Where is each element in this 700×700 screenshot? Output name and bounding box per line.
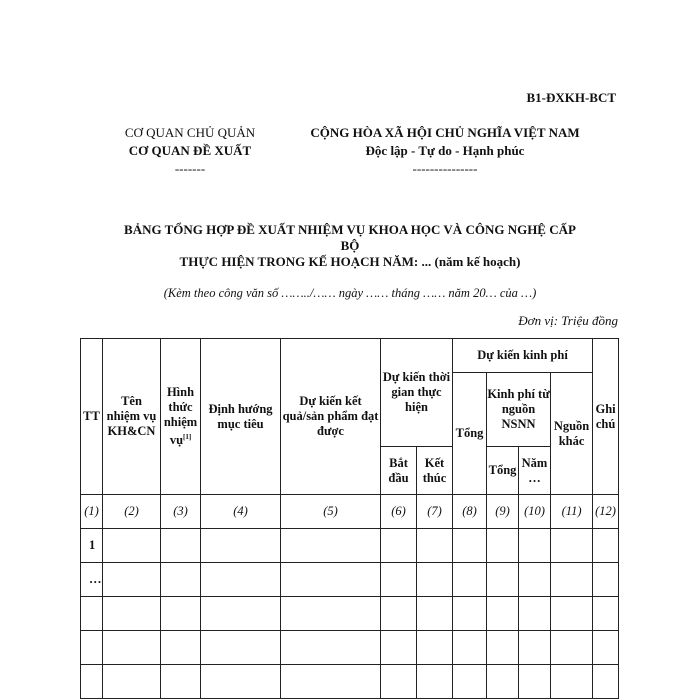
agency-separator: ------- [174,161,206,176]
national-motto: Độc lập - Tự do - Hạnh phúc [365,143,525,158]
header-state-total: Tổng [487,447,519,495]
column-number: (4) [201,495,281,529]
table-cell [381,665,417,699]
title-line-2: BỘ [340,238,360,253]
document-title [80,222,620,270]
header-budget-total: Tổng [453,373,487,495]
parent-agency: CƠ QUAN CHỦ QUẢN [124,125,256,140]
column-number: (6) [381,495,417,529]
table-cell [593,665,619,699]
table-cell [593,563,619,597]
table-cell [281,563,381,597]
table-cell [381,631,417,665]
table-cell [453,529,487,563]
unit-label: Đơn vị: Triệu đồng [518,313,618,328]
document-subtitle: (Kèm theo công văn số ……../…… ngày …… tháng …… năm 20… của …) [163,286,537,300]
table-cell [103,665,161,699]
table-cell [161,529,201,563]
header-budget: Dự kiến kinh phí [453,339,593,373]
table-cell [519,631,551,665]
table-row [81,529,619,563]
table-cell [453,665,487,699]
national-header [280,124,610,178]
header-start: Bắt đầu [381,447,417,495]
table-cell [201,597,281,631]
table-cell [417,631,453,665]
table-cell [593,631,619,665]
table-row [81,631,619,665]
title-line-3: THỰC HIỆN TRONG KẾ HOẠCH NĂM: ... (năm kế hoạch) [179,254,521,269]
column-number: (7) [417,495,453,529]
table-cell [417,529,453,563]
table-cell [487,563,519,597]
country-name: CỘNG HÒA XÃ HỘI CHỦ NGHĨA VIỆT NAM [310,125,580,140]
column-number: (1) [81,495,103,529]
table-cell [519,563,551,597]
column-number: (5) [281,495,381,529]
table-cell [487,529,519,563]
header-task-name: Tên nhiệm vụ KH&CN [103,339,161,495]
table-cell [453,631,487,665]
table-cell [551,665,593,699]
column-number: (8) [453,495,487,529]
motto-separator: --------------- [412,161,478,176]
table-row [81,563,619,597]
column-number: (12) [593,495,619,529]
table-cell [281,529,381,563]
proposal-table [80,338,619,699]
column-number-row [81,495,619,529]
header-task-form-label: Hình thức nhiệm vụ [163,384,198,448]
table-cell [161,631,201,665]
table-cell [487,597,519,631]
table-cell [519,529,551,563]
row-index: … [81,563,103,597]
table-cell [103,563,161,597]
table-cell [381,529,417,563]
header-other-sources: Nguồn khác [551,373,593,495]
title-line-1: BẢNG TỔNG HỢP ĐỀ XUẤT NHIỆM VỤ KHOA HỌC VÀ CÔNG NGHỆ CẤP [124,222,576,237]
column-number: (10) [519,495,551,529]
header-duration: Dự kiến thời gian thực hiện [381,339,453,447]
header-notes: Ghi chú [593,339,619,495]
column-number: (11) [551,495,593,529]
table-cell [281,665,381,699]
table-cell [551,563,593,597]
table-cell [161,563,201,597]
column-number: (9) [487,495,519,529]
header-state-budget: Kinh phí từ nguồn NSNN [487,373,551,447]
agency-header [85,124,295,178]
proposing-agency: CƠ QUAN ĐỀ XUẤT [128,143,252,158]
table-cell [551,597,593,631]
table-row [81,597,619,631]
row-index [81,665,103,699]
table-cell [103,597,161,631]
footnote-marker: [1] [183,432,192,441]
table-cell [551,631,593,665]
header-row-1 [81,339,619,373]
row-index [81,597,103,631]
row-index: 1 [81,529,103,563]
table-cell [453,597,487,631]
table-cell [161,597,201,631]
row-index [81,631,103,665]
table-cell [281,631,381,665]
table-cell [201,665,281,699]
table-cell [453,563,487,597]
table-cell [487,631,519,665]
header-orientation: Định hướng mục tiêu [201,339,281,495]
table-cell [417,665,453,699]
column-number: (3) [161,495,201,529]
form-code: B1-ĐXKH-BCT [526,90,616,105]
table-cell [381,597,417,631]
header-expected-results: Dự kiến kết quả/sản phẩm đạt được [281,339,381,495]
column-number: (2) [103,495,161,529]
table-cell [381,563,417,597]
table-cell [201,529,281,563]
table-cell [593,597,619,631]
table-cell [551,529,593,563]
table-cell [519,597,551,631]
header-tt: TT [81,339,103,495]
header-state-year: Năm … [519,447,551,495]
table-row [81,665,619,699]
table-cell [487,665,519,699]
table-cell [417,563,453,597]
table-cell [103,631,161,665]
table-cell [519,665,551,699]
table-cell [103,529,161,563]
table-cell [281,597,381,631]
header-task-form [161,339,201,495]
table-cell [593,529,619,563]
table-cell [417,597,453,631]
table-cell [201,631,281,665]
table-cell [161,665,201,699]
header-end: Kết thúc [417,447,453,495]
table-cell [201,563,281,597]
